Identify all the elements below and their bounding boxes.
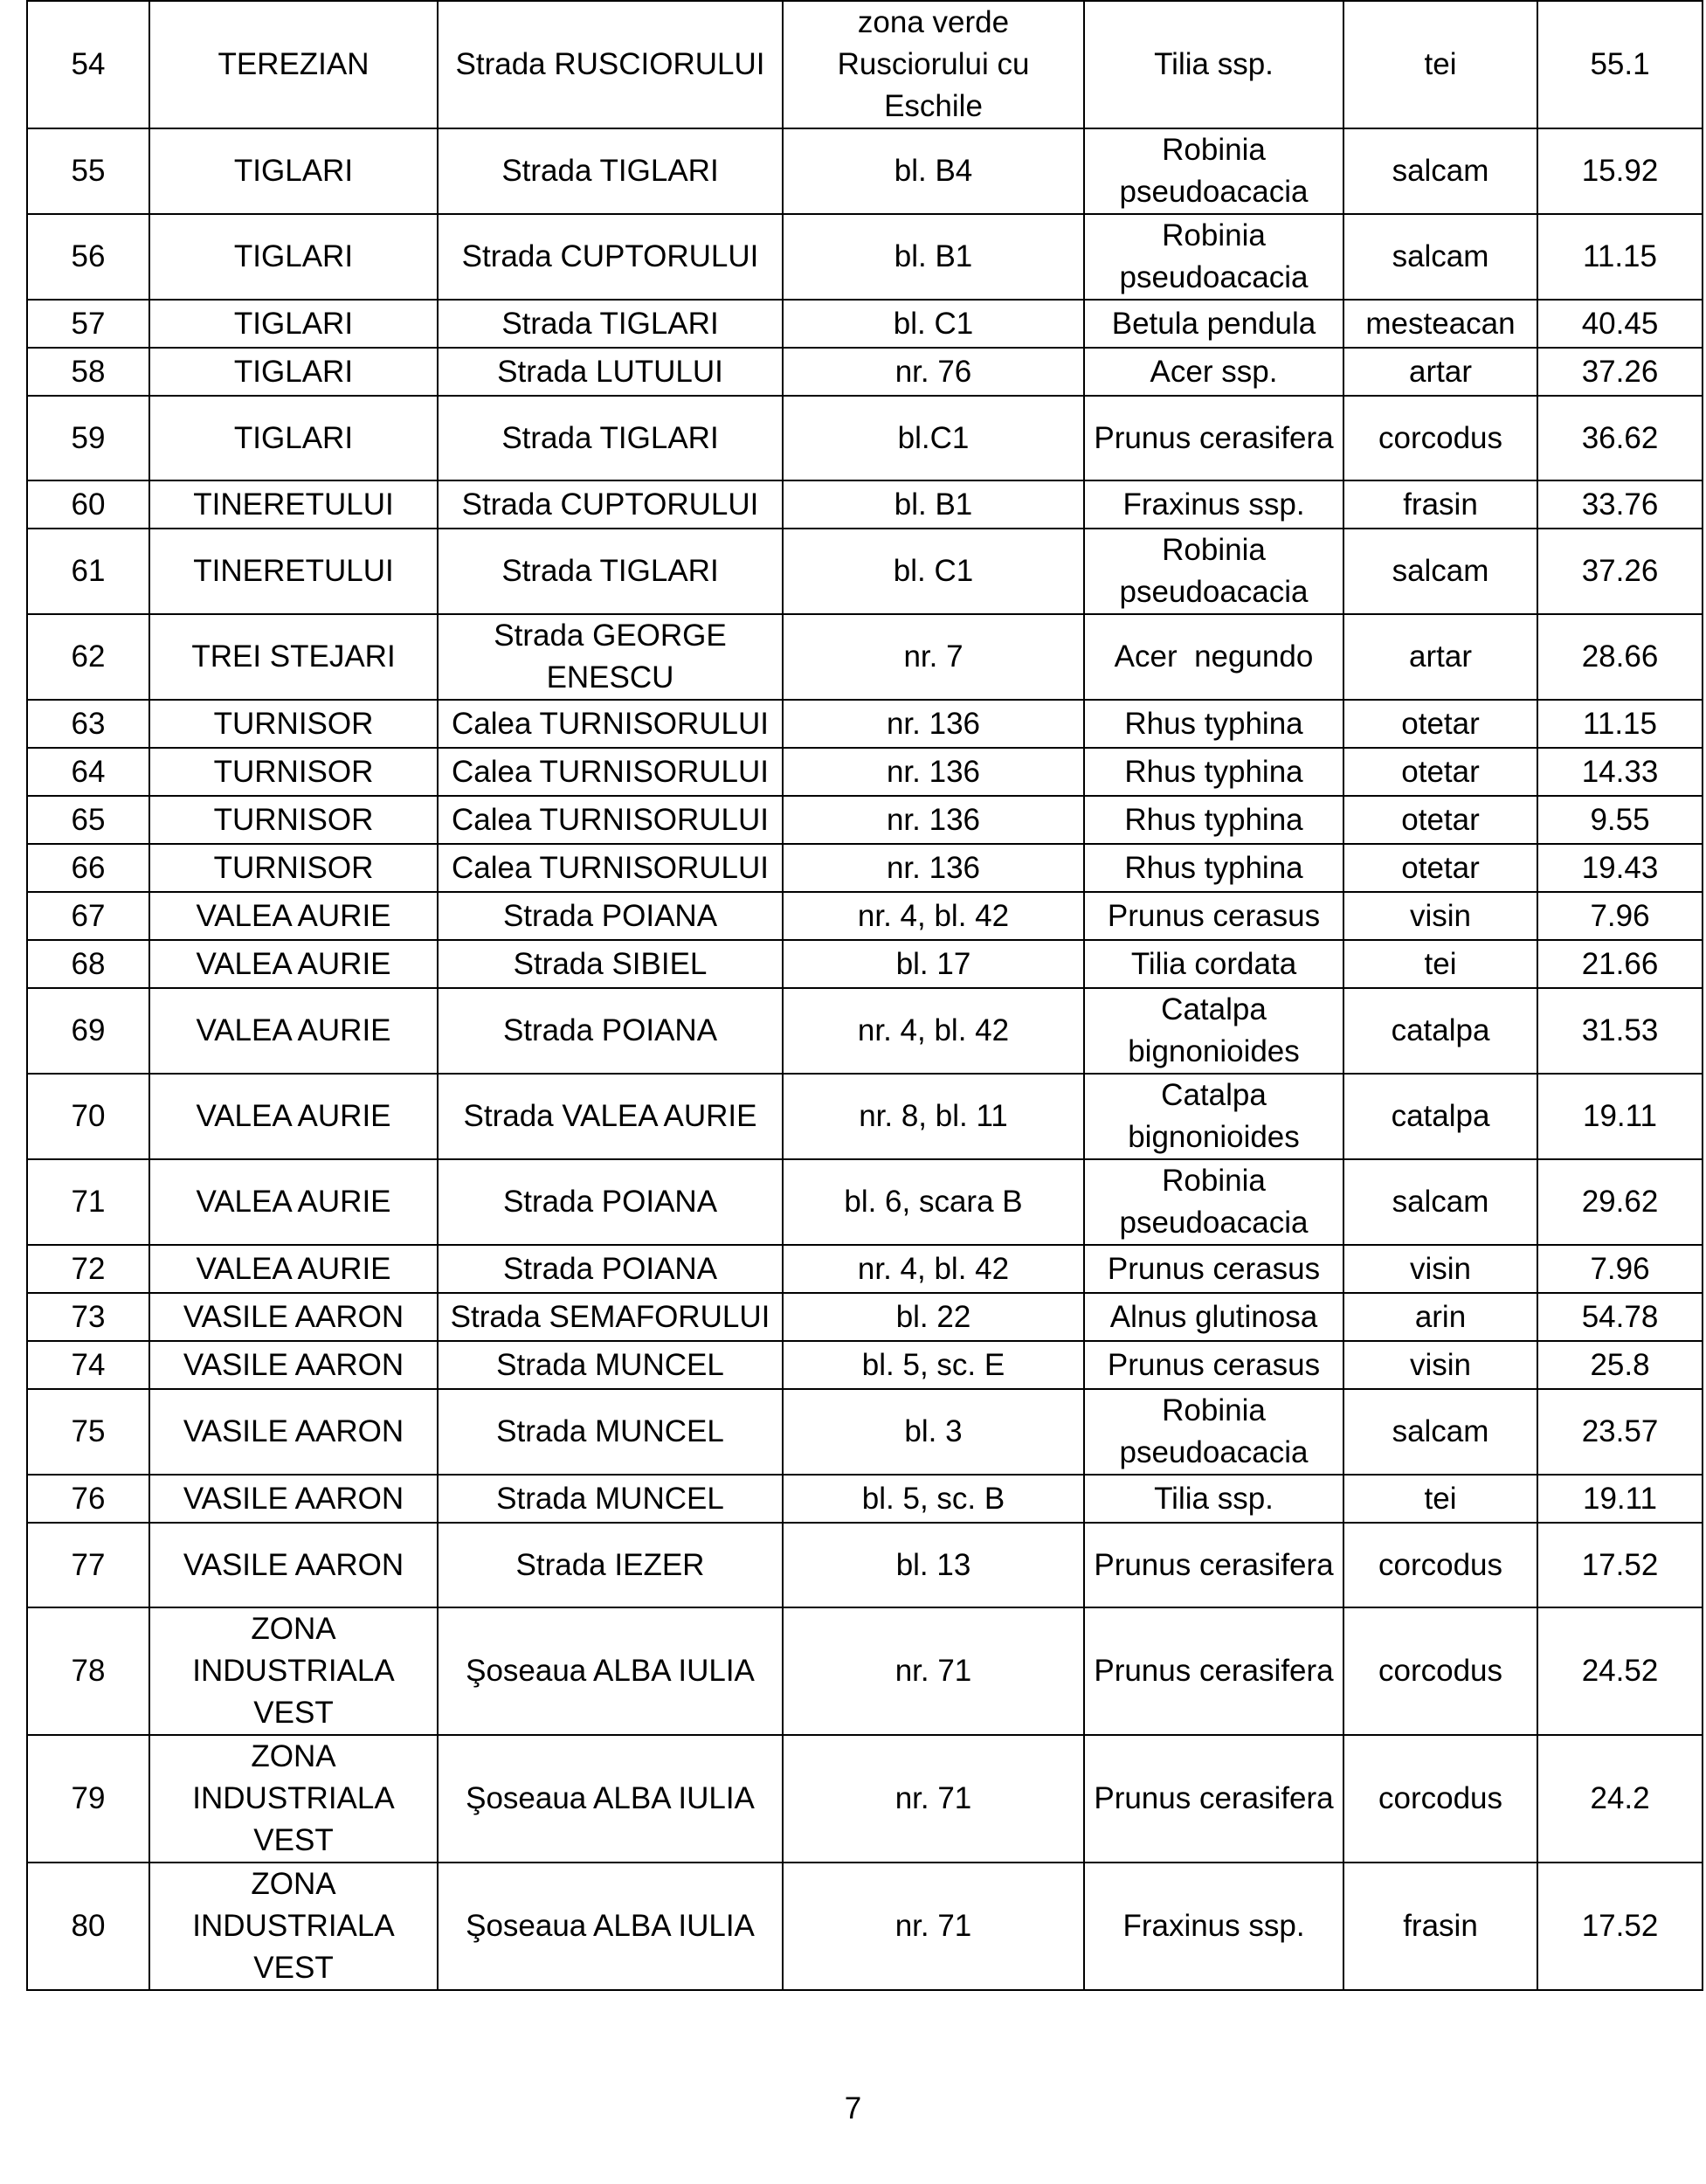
cell-location: bl. 22 xyxy=(783,1293,1084,1341)
cell-location: bl. 5, sc. B xyxy=(783,1475,1084,1523)
cell-location: nr. 136 xyxy=(783,748,1084,796)
cell-location: nr. 136 xyxy=(783,796,1084,844)
cell-species: Robinia pseudoacacia xyxy=(1084,1389,1343,1475)
cell-street: Strada SEMAFORULUI xyxy=(438,1293,783,1341)
cell-species: Prunus cerasus xyxy=(1084,1245,1343,1293)
cell-number: 57 xyxy=(27,300,149,348)
table-row xyxy=(27,1074,1703,1159)
cell-neighborhood: TURNISOR xyxy=(149,796,438,844)
cell-value: 25.8 xyxy=(1537,1341,1703,1389)
cell-value: 11.15 xyxy=(1537,700,1703,748)
cell-location: bl. 5, sc. E xyxy=(783,1341,1084,1389)
cell-species: Rhus typhina xyxy=(1084,700,1343,748)
cell-value: 19.43 xyxy=(1537,844,1703,892)
cell-number: 58 xyxy=(27,348,149,396)
cell-value: 37.26 xyxy=(1537,529,1703,614)
cell-species: Rhus typhina xyxy=(1084,748,1343,796)
table-row xyxy=(27,396,1703,480)
cell-neighborhood: TEREZIAN xyxy=(149,1,438,128)
cell-species: Robinia pseudoacacia xyxy=(1084,529,1343,614)
cell-street: Strada MUNCEL xyxy=(438,1389,783,1475)
cell-common-name: corcodus xyxy=(1343,1523,1537,1607)
table-row xyxy=(27,1159,1703,1245)
page-number: 7 xyxy=(844,2091,862,2125)
table-row xyxy=(27,614,1703,700)
cell-species: Prunus cerasifera xyxy=(1084,396,1343,480)
cell-number: 62 xyxy=(27,614,149,700)
cell-common-name: otetar xyxy=(1343,748,1537,796)
cell-value: 19.11 xyxy=(1537,1074,1703,1159)
cell-common-name: catalpa xyxy=(1343,988,1537,1074)
cell-number: 64 xyxy=(27,748,149,796)
cell-common-name: otetar xyxy=(1343,844,1537,892)
cell-species: Prunus cerasifera xyxy=(1084,1735,1343,1863)
cell-value: 11.15 xyxy=(1537,214,1703,300)
cell-common-name: arin xyxy=(1343,1293,1537,1341)
cell-value: 54.78 xyxy=(1537,1293,1703,1341)
cell-neighborhood: VASILE AARON xyxy=(149,1293,438,1341)
cell-street: Strada RUSCIORULUI xyxy=(438,1,783,128)
cell-neighborhood: VALEA AURIE xyxy=(149,1159,438,1245)
cell-location: nr. 71 xyxy=(783,1607,1084,1735)
cell-location: nr. 4, bl. 42 xyxy=(783,988,1084,1074)
table-row xyxy=(27,1863,1703,1990)
cell-neighborhood: VASILE AARON xyxy=(149,1389,438,1475)
cell-neighborhood: TIGLARI xyxy=(149,128,438,214)
cell-species: Prunus cerasus xyxy=(1084,892,1343,940)
cell-number: 78 xyxy=(27,1607,149,1735)
cell-street: Strada CUPTORULUI xyxy=(438,480,783,529)
cell-neighborhood: ZONA INDUSTRIALA VEST xyxy=(149,1735,438,1863)
cell-location: zona verde Rusciorului cu Eschile xyxy=(783,1,1084,128)
cell-location: bl. 13 xyxy=(783,1523,1084,1607)
cell-value: 24.2 xyxy=(1537,1735,1703,1863)
cell-value: 29.62 xyxy=(1537,1159,1703,1245)
cell-species: Catalpa bignonioides xyxy=(1084,988,1343,1074)
cell-common-name: corcodus xyxy=(1343,1607,1537,1735)
cell-number: 79 xyxy=(27,1735,149,1863)
cell-common-name: artar xyxy=(1343,614,1537,700)
cell-location: bl. C1 xyxy=(783,300,1084,348)
cell-common-name: otetar xyxy=(1343,700,1537,748)
cell-street: Strada SIBIEL xyxy=(438,940,783,988)
table-row xyxy=(27,1735,1703,1863)
cell-neighborhood: TIGLARI xyxy=(149,214,438,300)
table-row xyxy=(27,529,1703,614)
cell-location: nr. 136 xyxy=(783,844,1084,892)
table-row xyxy=(27,1607,1703,1735)
table-row xyxy=(27,1475,1703,1523)
cell-species: Catalpa bignonioides xyxy=(1084,1074,1343,1159)
cell-number: 70 xyxy=(27,1074,149,1159)
cell-number: 76 xyxy=(27,1475,149,1523)
cell-street: Strada POIANA xyxy=(438,892,783,940)
table-row xyxy=(27,1341,1703,1389)
table-row xyxy=(27,1245,1703,1293)
cell-common-name: visin xyxy=(1343,1341,1537,1389)
cell-street: Strada CUPTORULUI xyxy=(438,214,783,300)
cell-common-name: tei xyxy=(1343,1475,1537,1523)
cell-number: 66 xyxy=(27,844,149,892)
cell-value: 14.33 xyxy=(1537,748,1703,796)
cell-common-name: catalpa xyxy=(1343,1074,1537,1159)
cell-species: Robinia pseudoacacia xyxy=(1084,1159,1343,1245)
cell-street: Strada IEZER xyxy=(438,1523,783,1607)
table-row xyxy=(27,300,1703,348)
table-row xyxy=(27,796,1703,844)
cell-number: 74 xyxy=(27,1341,149,1389)
cell-location: nr. 8, bl. 11 xyxy=(783,1074,1084,1159)
tree-inventory-table xyxy=(26,0,1703,1991)
cell-value: 24.52 xyxy=(1537,1607,1703,1735)
cell-number: 55 xyxy=(27,128,149,214)
cell-neighborhood: TURNISOR xyxy=(149,700,438,748)
cell-number: 73 xyxy=(27,1293,149,1341)
cell-street: Calea TURNISORULUI xyxy=(438,844,783,892)
cell-neighborhood: TIGLARI xyxy=(149,348,438,396)
cell-neighborhood: TINERETULUI xyxy=(149,529,438,614)
cell-street: Şoseaua ALBA IULIA xyxy=(438,1607,783,1735)
table-row xyxy=(27,348,1703,396)
cell-neighborhood: ZONA INDUSTRIALA VEST xyxy=(149,1607,438,1735)
cell-value: 17.52 xyxy=(1537,1523,1703,1607)
cell-neighborhood: VASILE AARON xyxy=(149,1523,438,1607)
cell-location: nr. 4, bl. 42 xyxy=(783,892,1084,940)
cell-neighborhood: VALEA AURIE xyxy=(149,892,438,940)
cell-street: Strada GEORGE ENESCU xyxy=(438,614,783,700)
cell-street: Strada POIANA xyxy=(438,1245,783,1293)
cell-value: 21.66 xyxy=(1537,940,1703,988)
cell-street: Strada TIGLARI xyxy=(438,300,783,348)
table-row xyxy=(27,700,1703,748)
cell-neighborhood: TURNISOR xyxy=(149,748,438,796)
cell-number: 71 xyxy=(27,1159,149,1245)
cell-value: 55.1 xyxy=(1537,1,1703,128)
cell-species: Acer ssp. xyxy=(1084,348,1343,396)
table-row xyxy=(27,940,1703,988)
cell-number: 77 xyxy=(27,1523,149,1607)
cell-neighborhood: VALEA AURIE xyxy=(149,1074,438,1159)
cell-street: Strada TIGLARI xyxy=(438,128,783,214)
cell-common-name: corcodus xyxy=(1343,396,1537,480)
cell-species: Robinia pseudoacacia xyxy=(1084,128,1343,214)
cell-location: bl. 6, scara B xyxy=(783,1159,1084,1245)
cell-neighborhood: TINERETULUI xyxy=(149,480,438,529)
cell-species: Betula pendula xyxy=(1084,300,1343,348)
cell-common-name: tei xyxy=(1343,1,1537,128)
cell-street: Calea TURNISORULUI xyxy=(438,796,783,844)
cell-common-name: mesteacan xyxy=(1343,300,1537,348)
cell-number: 61 xyxy=(27,529,149,614)
cell-value: 36.62 xyxy=(1537,396,1703,480)
cell-common-name: otetar xyxy=(1343,796,1537,844)
cell-common-name: visin xyxy=(1343,892,1537,940)
cell-value: 37.26 xyxy=(1537,348,1703,396)
cell-street: Strada VALEA AURIE xyxy=(438,1074,783,1159)
cell-number: 59 xyxy=(27,396,149,480)
cell-location: bl. 3 xyxy=(783,1389,1084,1475)
cell-street: Calea TURNISORULUI xyxy=(438,748,783,796)
cell-location: nr. 71 xyxy=(783,1735,1084,1863)
cell-common-name: frasin xyxy=(1343,480,1537,529)
cell-neighborhood: TIGLARI xyxy=(149,300,438,348)
cell-number: 69 xyxy=(27,988,149,1074)
cell-street: Strada POIANA xyxy=(438,988,783,1074)
cell-species: Prunus cerasifera xyxy=(1084,1607,1343,1735)
cell-location: nr. 76 xyxy=(783,348,1084,396)
table-row xyxy=(27,844,1703,892)
cell-common-name: salcam xyxy=(1343,529,1537,614)
cell-species: Prunus cerasifera xyxy=(1084,1523,1343,1607)
cell-value: 40.45 xyxy=(1537,300,1703,348)
cell-number: 56 xyxy=(27,214,149,300)
cell-location: bl. B4 xyxy=(783,128,1084,214)
cell-street: Strada MUNCEL xyxy=(438,1475,783,1523)
cell-value: 7.96 xyxy=(1537,1245,1703,1293)
cell-species: Tilia ssp. xyxy=(1084,1,1343,128)
cell-species: Robinia pseudoacacia xyxy=(1084,214,1343,300)
cell-location: bl. 17 xyxy=(783,940,1084,988)
cell-species: Fraxinus ssp. xyxy=(1084,1863,1343,1990)
cell-location: nr. 7 xyxy=(783,614,1084,700)
cell-species: Rhus typhina xyxy=(1084,844,1343,892)
cell-species: Rhus typhina xyxy=(1084,796,1343,844)
cell-value: 23.57 xyxy=(1537,1389,1703,1475)
table-row xyxy=(27,214,1703,300)
cell-neighborhood: VALEA AURIE xyxy=(149,940,438,988)
cell-common-name: salcam xyxy=(1343,1159,1537,1245)
cell-value: 7.96 xyxy=(1537,892,1703,940)
cell-location: nr. 71 xyxy=(783,1863,1084,1990)
cell-number: 54 xyxy=(27,1,149,128)
cell-street: Şoseaua ALBA IULIA xyxy=(438,1863,783,1990)
cell-number: 67 xyxy=(27,892,149,940)
cell-street: Strada TIGLARI xyxy=(438,396,783,480)
cell-street: Strada LUTULUI xyxy=(438,348,783,396)
table-row xyxy=(27,1,1703,128)
table-row xyxy=(27,748,1703,796)
cell-number: 80 xyxy=(27,1863,149,1990)
table-row xyxy=(27,1389,1703,1475)
cell-street: Strada TIGLARI xyxy=(438,529,783,614)
cell-neighborhood: TURNISOR xyxy=(149,844,438,892)
cell-neighborhood: VASILE AARON xyxy=(149,1341,438,1389)
table-row xyxy=(27,1293,1703,1341)
cell-neighborhood: VASILE AARON xyxy=(149,1475,438,1523)
cell-value: 17.52 xyxy=(1537,1863,1703,1990)
cell-value: 19.11 xyxy=(1537,1475,1703,1523)
cell-location: bl. C1 xyxy=(783,529,1084,614)
cell-common-name: salcam xyxy=(1343,1389,1537,1475)
cell-species: Alnus glutinosa xyxy=(1084,1293,1343,1341)
cell-number: 68 xyxy=(27,940,149,988)
cell-number: 65 xyxy=(27,796,149,844)
cell-street: Şoseaua ALBA IULIA xyxy=(438,1735,783,1863)
cell-common-name: visin xyxy=(1343,1245,1537,1293)
cell-common-name: artar xyxy=(1343,348,1537,396)
cell-location: bl. B1 xyxy=(783,214,1084,300)
cell-common-name: frasin xyxy=(1343,1863,1537,1990)
cell-street: Strada POIANA xyxy=(438,1159,783,1245)
table-row xyxy=(27,128,1703,214)
cell-common-name: tei xyxy=(1343,940,1537,988)
cell-number: 72 xyxy=(27,1245,149,1293)
cell-value: 28.66 xyxy=(1537,614,1703,700)
cell-location: nr. 4, bl. 42 xyxy=(783,1245,1084,1293)
cell-location: nr. 136 xyxy=(783,700,1084,748)
cell-value: 9.55 xyxy=(1537,796,1703,844)
cell-neighborhood: TIGLARI xyxy=(149,396,438,480)
cell-neighborhood: ZONA INDUSTRIALA VEST xyxy=(149,1863,438,1990)
cell-species: Tilia cordata xyxy=(1084,940,1343,988)
cell-common-name: salcam xyxy=(1343,128,1537,214)
cell-number: 60 xyxy=(27,480,149,529)
cell-common-name: corcodus xyxy=(1343,1735,1537,1863)
cell-street: Calea TURNISORULUI xyxy=(438,700,783,748)
cell-location: bl. B1 xyxy=(783,480,1084,529)
cell-street: Strada MUNCEL xyxy=(438,1341,783,1389)
cell-location: bl.C1 xyxy=(783,396,1084,480)
cell-value: 31.53 xyxy=(1537,988,1703,1074)
cell-species: Acer negundo xyxy=(1084,614,1343,700)
cell-neighborhood: VALEA AURIE xyxy=(149,1245,438,1293)
cell-number: 75 xyxy=(27,1389,149,1475)
table-row xyxy=(27,988,1703,1074)
cell-neighborhood: VALEA AURIE xyxy=(149,988,438,1074)
cell-species: Prunus cerasus xyxy=(1084,1341,1343,1389)
cell-number: 63 xyxy=(27,700,149,748)
cell-value: 33.76 xyxy=(1537,480,1703,529)
cell-common-name: salcam xyxy=(1343,214,1537,300)
table-row xyxy=(27,892,1703,940)
table-row xyxy=(27,480,1703,529)
cell-species: Tilia ssp. xyxy=(1084,1475,1343,1523)
cell-species: Fraxinus ssp. xyxy=(1084,480,1343,529)
cell-neighborhood: TREI STEJARI xyxy=(149,614,438,700)
cell-value: 15.92 xyxy=(1537,128,1703,214)
table-row xyxy=(27,1523,1703,1607)
